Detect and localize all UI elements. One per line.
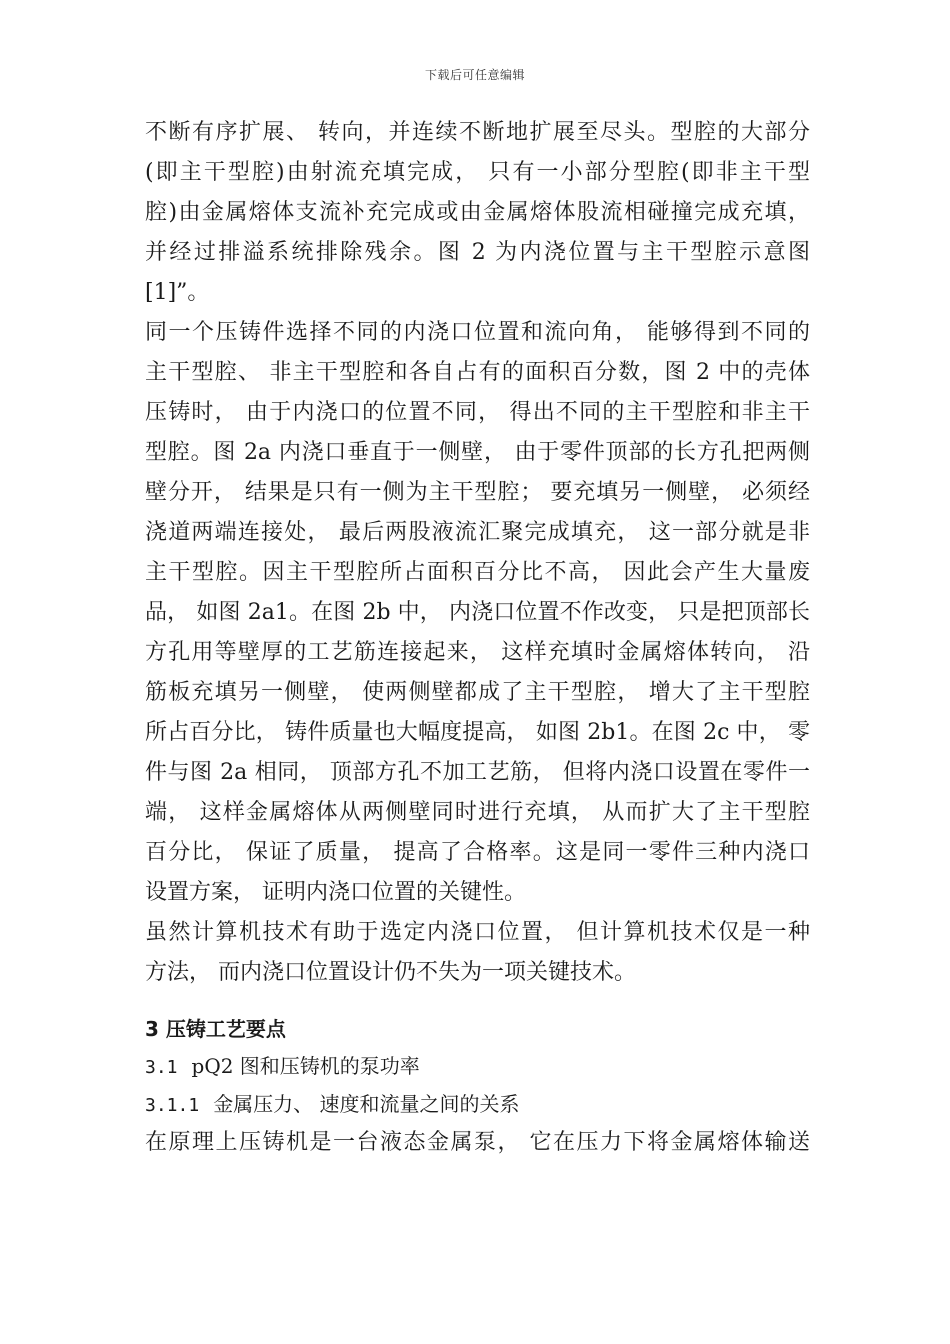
- text-line: 百分比， 保证了质量， 提高了合格率。这是同一零件三种内浇口: [145, 840, 810, 865]
- section-number: 3.1.1: [145, 1095, 200, 1116]
- text-line: 端， 这样金属熔体从两侧壁同时进行充填， 从而扩大了主干型腔: [145, 800, 810, 825]
- text-line: 方孔用等壁厚的工艺筋连接起来， 这样充填时金属熔体转向， 沿: [145, 640, 810, 665]
- paragraph-1: [145, 113, 810, 313]
- section-3-1-heading: [145, 1047, 810, 1085]
- section-title: 金属压力、 速度和流量之间的关系: [213, 1092, 520, 1116]
- text-line: 方法， 而内浇口位置设计仍不失为一项关键技术。: [145, 960, 636, 985]
- text-line: [1]”。: [145, 280, 210, 305]
- text-line: (即主干型腔)由射流充填完成， 只有一小部分型腔(即非主干型: [145, 160, 810, 185]
- text-line: 壁分开， 结果是只有一侧为主干型腔； 要充填另一侧壁， 必须经: [145, 480, 810, 505]
- text-line: 腔)由金属熔体支流补充完成或由金属熔体股流相碰撞完成充填，: [145, 200, 810, 225]
- text-line: 设置方案， 证明内浇口位置的关键性。: [145, 880, 526, 905]
- text-line: 在原理上压铸机是一台液态金属泵， 它在压力下将金属熔体输送: [145, 1130, 810, 1155]
- paragraph-4: [145, 1123, 810, 1163]
- text-line: 浇道两端连接处， 最后两股液流汇聚完成填充， 这一部分就是非: [145, 520, 810, 545]
- page-header: 下载后可任意编辑: [424, 68, 525, 82]
- section-number: 3.1: [145, 1057, 178, 1078]
- section-3-heading: 3 压铸工艺要点: [145, 1017, 286, 1041]
- section-3-1-1-heading: [145, 1085, 810, 1123]
- text-line: 并经过排溢系统排除残余。图 2 为内浇位置与主干型腔示意图: [145, 240, 810, 265]
- text-line: 虽然计算机技术有助于选定内浇口位置， 但计算机技术仅是一种: [145, 920, 810, 945]
- text-line: 型腔。图 2a 内浇口垂直于一侧壁， 由于零件顶部的长方孔把两侧: [145, 440, 810, 465]
- text-line: 所占百分比， 铸件质量也大幅度提高， 如图 2b1。在图 2c 中， 零: [145, 720, 810, 745]
- document-body: [145, 113, 810, 1163]
- text-line: 主干型腔。因主干型腔所占面积百分比不高， 因此会产生大量废: [145, 560, 810, 585]
- text-line: 同一个压铸件选择不同的内浇口位置和流向角， 能够得到不同的: [145, 320, 810, 345]
- text-line: 主干型腔、 非主干型腔和各自占有的面积百分数，图 2 中的壳体: [145, 360, 810, 385]
- text-line: 件与图 2a 相同， 顶部方孔不加工艺筋， 但将内浇口设置在零件一: [145, 760, 810, 785]
- text-line: 不断有序扩展、 转向，并连续不断地扩展至尽头。型腔的大部分: [145, 120, 810, 145]
- paragraph-2: [145, 313, 810, 913]
- text-line: 品， 如图 2a1。在图 2b 中， 内浇口位置不作改变， 只是把顶部长: [145, 600, 810, 625]
- text-line: 压铸时， 由于内浇口的位置不同， 得出不同的主干型腔和非主干: [145, 400, 810, 425]
- text-line: 筋板充填另一侧壁， 使两侧壁都成了主干型腔， 增大了主干型腔: [145, 680, 810, 705]
- section-gap: [145, 993, 810, 1011]
- section-title: pQ2 图和压铸机的泵功率: [191, 1054, 420, 1078]
- paragraph-3: [145, 913, 810, 993]
